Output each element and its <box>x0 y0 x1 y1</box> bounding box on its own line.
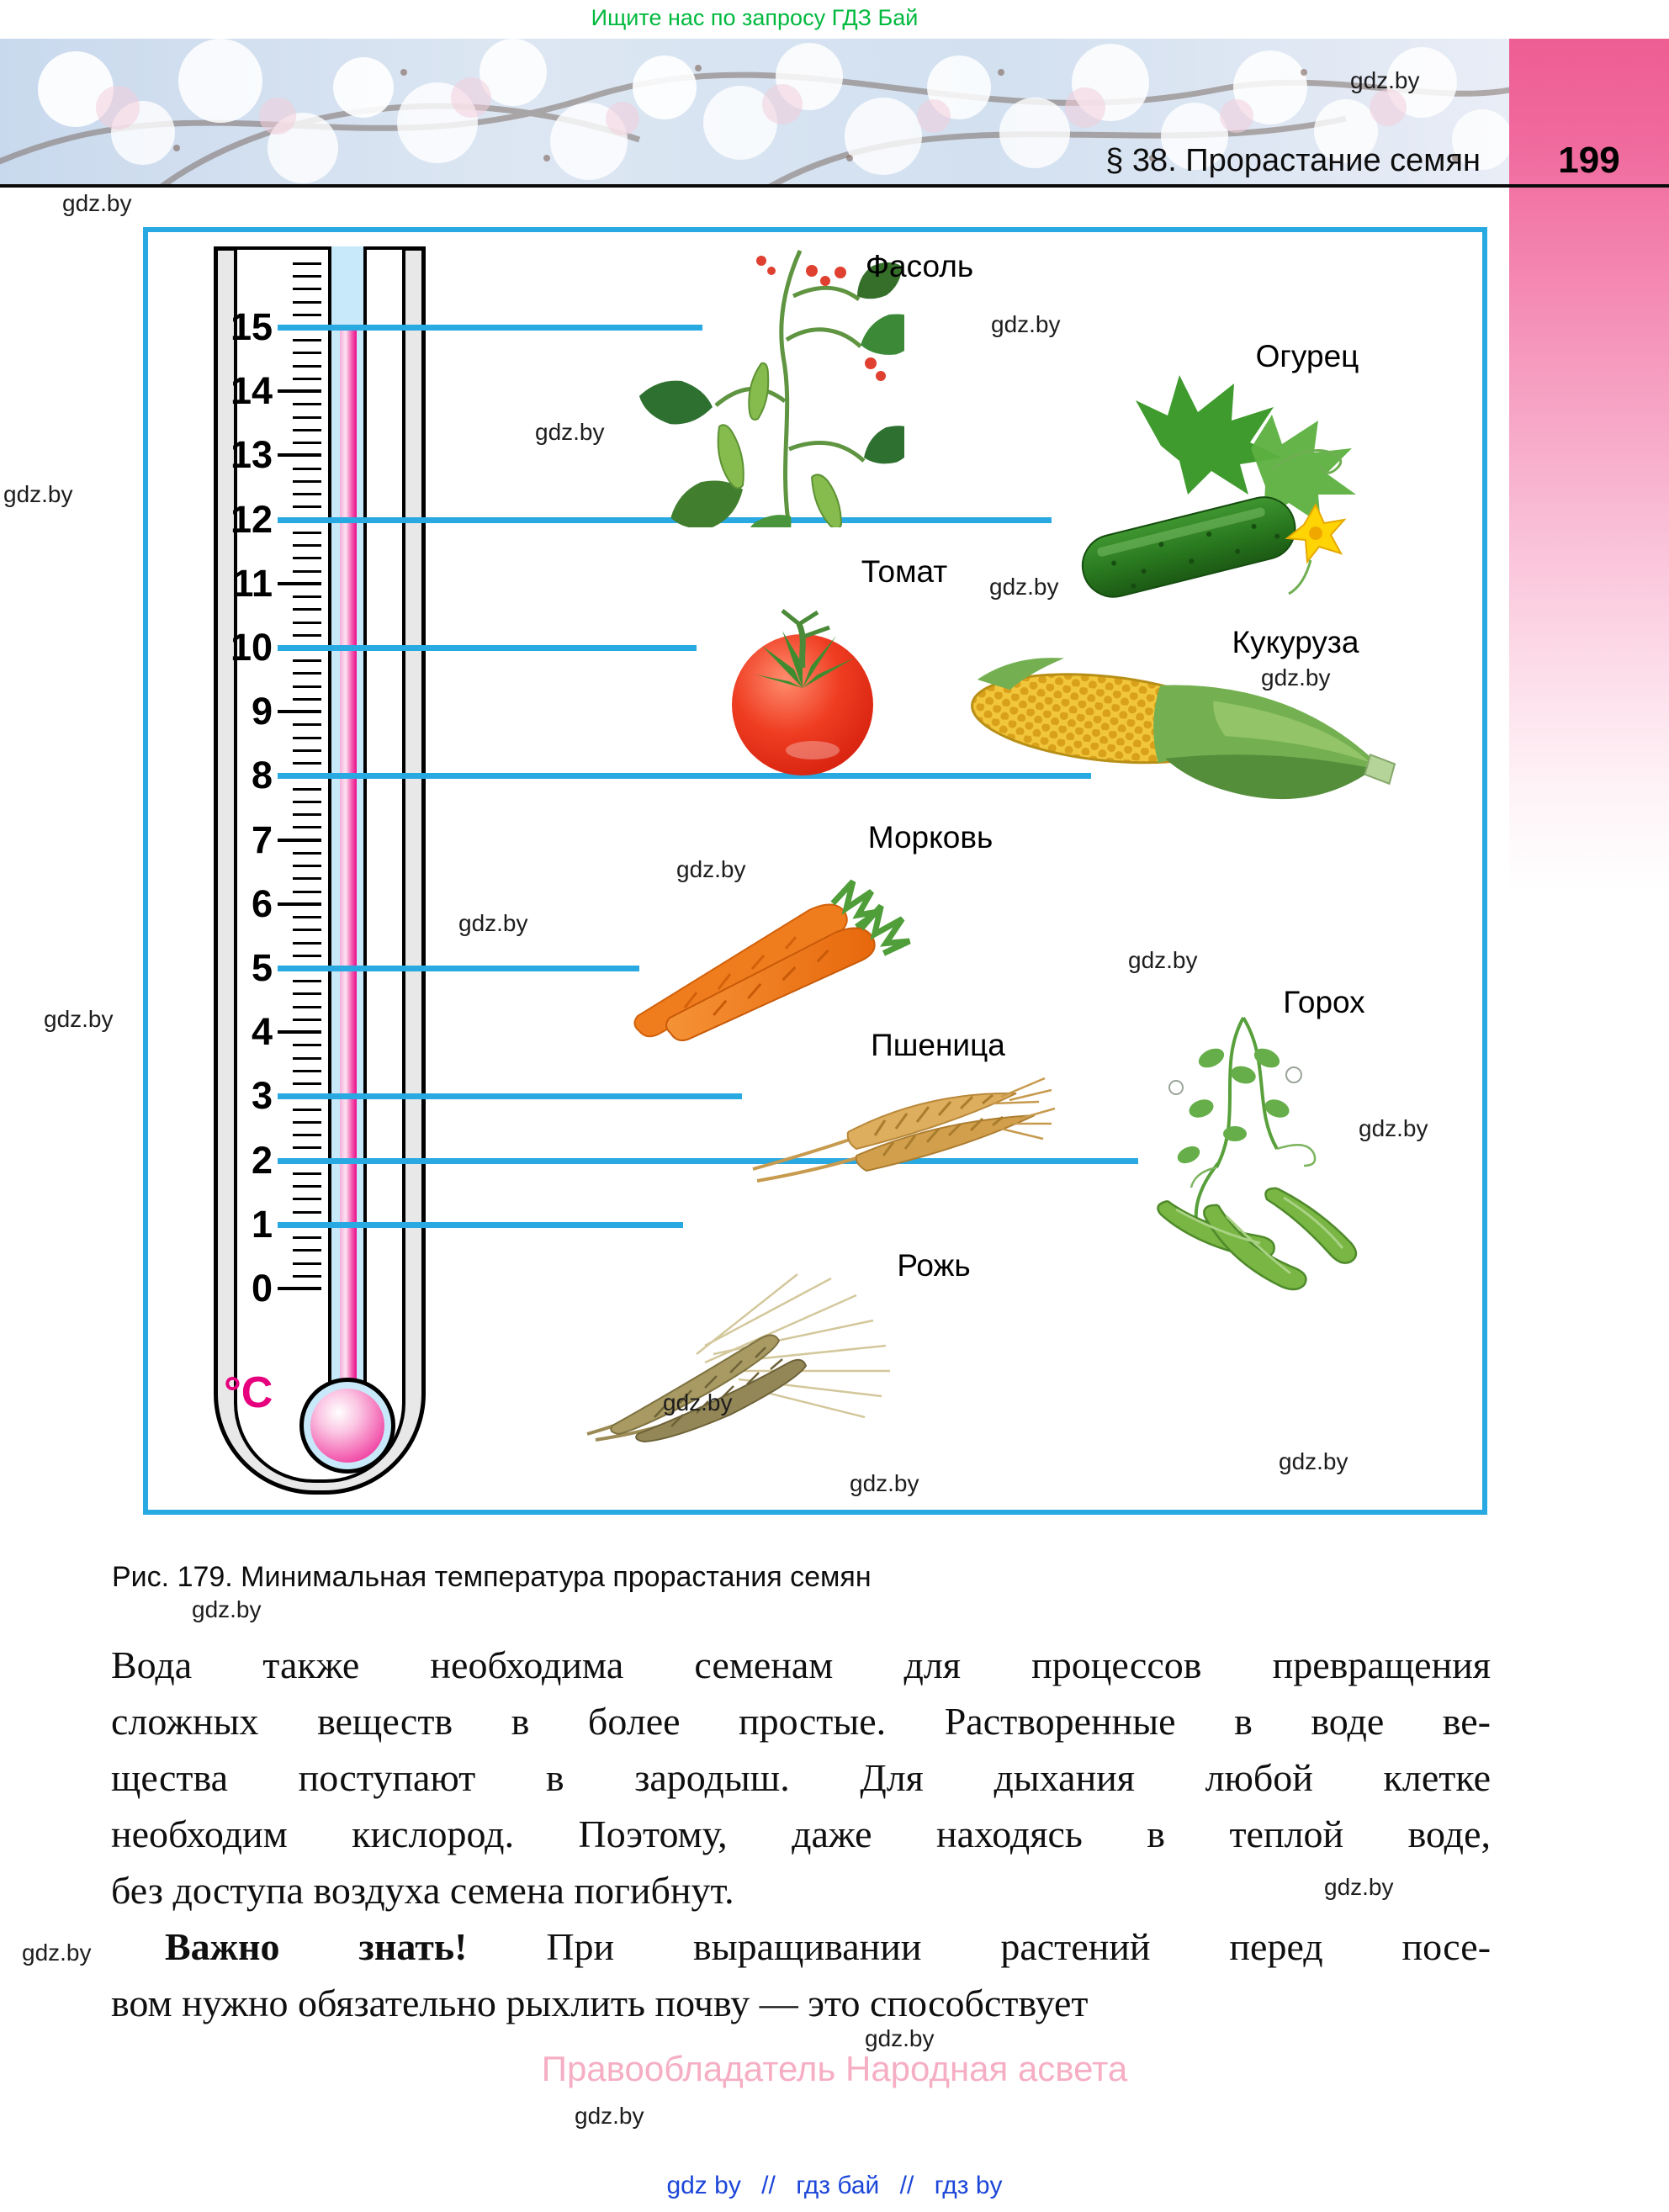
crop-label-cucumber: Огурец <box>1255 339 1359 373</box>
thermo-minor-tick <box>293 1019 321 1021</box>
gdz-watermark: gdz.by <box>192 1596 262 1622</box>
gdz-watermark: gdz.by <box>3 481 73 507</box>
cucumber-illustration <box>1062 368 1373 621</box>
thermo-minor-tick <box>293 1172 321 1175</box>
thermo-minor-tick <box>293 942 321 945</box>
thermo-minor-tick <box>293 557 321 559</box>
thermo-minor-tick <box>293 378 321 380</box>
thermo-minor-tick <box>293 1275 321 1278</box>
thermo-minor-tick <box>293 762 321 765</box>
thermo-minor-tick <box>293 1185 321 1188</box>
thermo-minor-tick <box>293 801 321 803</box>
thermo-scale-number: 9 <box>251 690 273 733</box>
thermo-major-tick <box>278 453 321 457</box>
thermo-minor-tick <box>293 622 321 624</box>
thermo-minor-tick <box>293 468 321 470</box>
footer-link[interactable]: гдз бай <box>796 2172 880 2199</box>
gdz-watermark: gdz.by <box>676 856 746 882</box>
thermo-minor-tick <box>293 595 321 598</box>
crop-label-rye: Рожь <box>897 1248 971 1283</box>
thermo-scale-number: 13 <box>230 433 273 477</box>
thermo-minor-tick <box>293 992 321 995</box>
thermo-minor-tick <box>293 1236 321 1239</box>
thermo-scale-number: 5 <box>251 946 273 989</box>
thermo-minor-tick <box>293 262 321 265</box>
temp-line-5 <box>278 966 639 971</box>
thermo-major-tick <box>278 839 321 842</box>
crop-label-wheat: Пшеница <box>871 1028 1005 1062</box>
footer-link[interactable]: gdz by <box>666 2172 741 2199</box>
gdz-watermark: gdz.by <box>62 190 132 216</box>
thermo-minor-tick <box>293 532 321 534</box>
thermo-scale-number: 1 <box>251 1202 273 1246</box>
thermo-scale-number: 10 <box>230 626 273 669</box>
thermo-minor-tick <box>293 813 321 816</box>
body-line: без доступа воздуха семена погибнут. <box>111 1869 734 1912</box>
important-note-lead: Важно знать! <box>165 1925 468 1968</box>
gdz-watermark: gdz.by <box>865 2025 935 2051</box>
body-line: щества поступают в зародыш. Для дыхания любой клетке <box>111 1756 1491 1799</box>
thermo-minor-tick <box>293 1146 321 1149</box>
body-line: сложных веществ в более простые. Растворенные в воде ве- <box>111 1700 1491 1743</box>
thermo-scale-number: 15 <box>230 305 273 348</box>
thermo-minor-tick <box>293 570 321 573</box>
thermo-minor-tick <box>293 698 321 701</box>
body-line: необходим кислород. Поэтому, даже находясь в теплой воде, <box>111 1812 1491 1855</box>
section-title: § 38. Прорастание семян <box>1105 143 1481 178</box>
gdz-watermark: gdz.by <box>1324 1874 1394 1900</box>
thermo-minor-tick <box>293 1082 321 1085</box>
thermo-minor-tick <box>293 1198 321 1200</box>
thermo-minor-tick <box>293 826 321 828</box>
thermo-major-tick <box>278 582 321 585</box>
thermo-major-tick <box>278 1287 321 1290</box>
thermo-minor-tick <box>293 1249 321 1252</box>
thermo-minor-tick <box>293 955 321 957</box>
body-text <box>111 1637 1491 2031</box>
thermo-minor-tick <box>293 929 321 931</box>
page-number: 199 <box>1558 140 1620 181</box>
gdz-watermark: gdz.by <box>535 419 605 445</box>
crop-label-pea: Горох <box>1283 985 1365 1019</box>
gdz-watermark: gdz.by <box>989 574 1059 600</box>
gdz-watermark: gdz.by <box>991 311 1061 337</box>
thermo-minor-tick <box>293 916 321 918</box>
gdz-watermark: gdz.by <box>1350 67 1420 93</box>
temp-line-3 <box>278 1093 742 1099</box>
bean-plant-illustration <box>635 237 904 527</box>
body-line: вом нужно обязательно рыхлить почву — это способствует <box>111 1982 1089 2024</box>
body-line <box>111 1918 1491 1975</box>
thermo-minor-tick <box>293 1211 321 1214</box>
thermo-minor-tick <box>293 301 321 304</box>
thermo-minor-tick <box>293 275 321 278</box>
thermo-minor-tick <box>293 1070 321 1072</box>
thermo-minor-tick <box>293 1134 321 1136</box>
gdz-watermark: gdz.by <box>1261 664 1331 691</box>
thermo-major-tick <box>278 389 321 393</box>
figure-caption: Рис. 179. Минимальная температура прорастания семян <box>112 1561 872 1593</box>
thermo-minor-tick <box>293 429 321 431</box>
header-rule <box>0 184 1669 188</box>
thermo-minor-tick <box>293 442 321 444</box>
wheat-illustration <box>749 1061 1056 1188</box>
thermo-minor-tick <box>293 749 321 752</box>
thermometer-bulb-mercury <box>310 1389 384 1463</box>
temp-line-1 <box>278 1222 683 1228</box>
corn-illustration <box>957 656 1398 816</box>
temp-line-10 <box>278 645 697 651</box>
gdz-watermark: gdz.by <box>575 2103 644 2129</box>
carrot-illustration <box>621 866 928 1043</box>
crop-label-tomato: Томат <box>861 554 948 589</box>
thermo-minor-tick <box>293 352 321 354</box>
thermo-minor-tick <box>293 365 321 368</box>
thermo-minor-tick <box>293 659 321 662</box>
thermo-minor-tick <box>293 493 321 495</box>
thermo-minor-tick <box>293 544 321 547</box>
thermo-minor-tick <box>293 288 321 290</box>
thermo-minor-tick <box>293 685 321 688</box>
thermo-minor-tick <box>293 891 321 893</box>
thermo-minor-tick <box>293 403 321 405</box>
footer-links-separator: // <box>761 2172 776 2199</box>
footer-links-separator: // <box>899 2172 914 2199</box>
thermo-scale-number: 2 <box>251 1138 273 1182</box>
gdz-watermark: gdz.by <box>22 1939 92 1966</box>
thermo-scale-number: 4 <box>251 1010 273 1054</box>
thermo-major-tick <box>278 902 321 906</box>
celsius-unit-label: °C <box>224 1368 273 1417</box>
gdz-watermark: gdz.by <box>458 910 528 936</box>
thermo-scale-number: 11 <box>232 561 273 605</box>
thermo-minor-tick <box>293 788 321 791</box>
body-line: Вода также необходима семенам для процессов превращения <box>111 1643 1491 1686</box>
thermo-minor-tick <box>293 1057 321 1060</box>
gdz-watermark: gdz.by <box>1279 1448 1348 1474</box>
thermo-minor-tick <box>293 980 321 982</box>
thermo-minor-tick <box>293 1262 321 1265</box>
gdz-watermark: gdz.by <box>1128 947 1198 973</box>
thermo-minor-tick <box>293 505 321 508</box>
thermo-minor-tick <box>293 314 321 316</box>
crop-label-bean: Фасоль <box>865 249 974 283</box>
thermo-minor-tick <box>293 852 321 855</box>
thermo-scale-number: 0 <box>251 1267 273 1310</box>
thermo-minor-tick <box>293 480 321 483</box>
thermo-minor-tick <box>293 1109 321 1111</box>
thermo-scale-number: 7 <box>251 818 273 861</box>
gdz-watermark: gdz.by <box>850 1470 919 1496</box>
thermo-minor-tick <box>293 634 321 637</box>
gdz-watermark: gdz.by <box>663 1389 733 1416</box>
thermometer-mercury-column <box>340 330 357 1398</box>
thermo-minor-tick <box>293 723 321 726</box>
thermo-minor-tick <box>293 877 321 880</box>
thermo-minor-tick <box>293 865 321 867</box>
thermo-minor-tick <box>293 1006 321 1008</box>
thermo-scale-number: 12 <box>230 497 273 541</box>
thermo-scale-number: 14 <box>230 369 273 413</box>
gdz-watermark: gdz.by <box>44 1006 114 1032</box>
thermo-scale-number: 3 <box>251 1074 273 1118</box>
thermo-minor-tick <box>293 608 321 611</box>
footer-links <box>660 2172 1009 2200</box>
thermo-minor-tick <box>293 1121 321 1124</box>
thermo-scale-number: 6 <box>251 881 273 925</box>
thermo-scale-number: 8 <box>251 754 273 797</box>
thermo-minor-tick <box>293 339 321 341</box>
thermo-major-tick <box>278 1030 321 1034</box>
tomato-illustration <box>713 597 897 781</box>
thermo-minor-tick <box>293 672 321 675</box>
rye-illustration <box>579 1262 911 1445</box>
thermo-major-tick <box>278 710 321 713</box>
thermo-minor-tick <box>293 1044 321 1046</box>
gdz-watermark: gdz.by <box>1359 1115 1428 1141</box>
top-banner: Ищите нас по запросу ГДЗ Бай <box>591 5 919 30</box>
footer-link[interactable]: гдз by <box>934 2172 1003 2199</box>
thermo-minor-tick <box>293 416 321 419</box>
copyright-line: Правообладатель Народная асвета <box>541 2049 1128 2088</box>
pea-plant-illustration <box>1117 1008 1374 1340</box>
crop-label-carrot: Морковь <box>867 820 993 855</box>
body-line-text: При выращивании растений перед посе- <box>467 1925 1492 1968</box>
crop-label-corn: Кукуруза <box>1232 625 1359 659</box>
thermo-minor-tick <box>293 737 321 739</box>
